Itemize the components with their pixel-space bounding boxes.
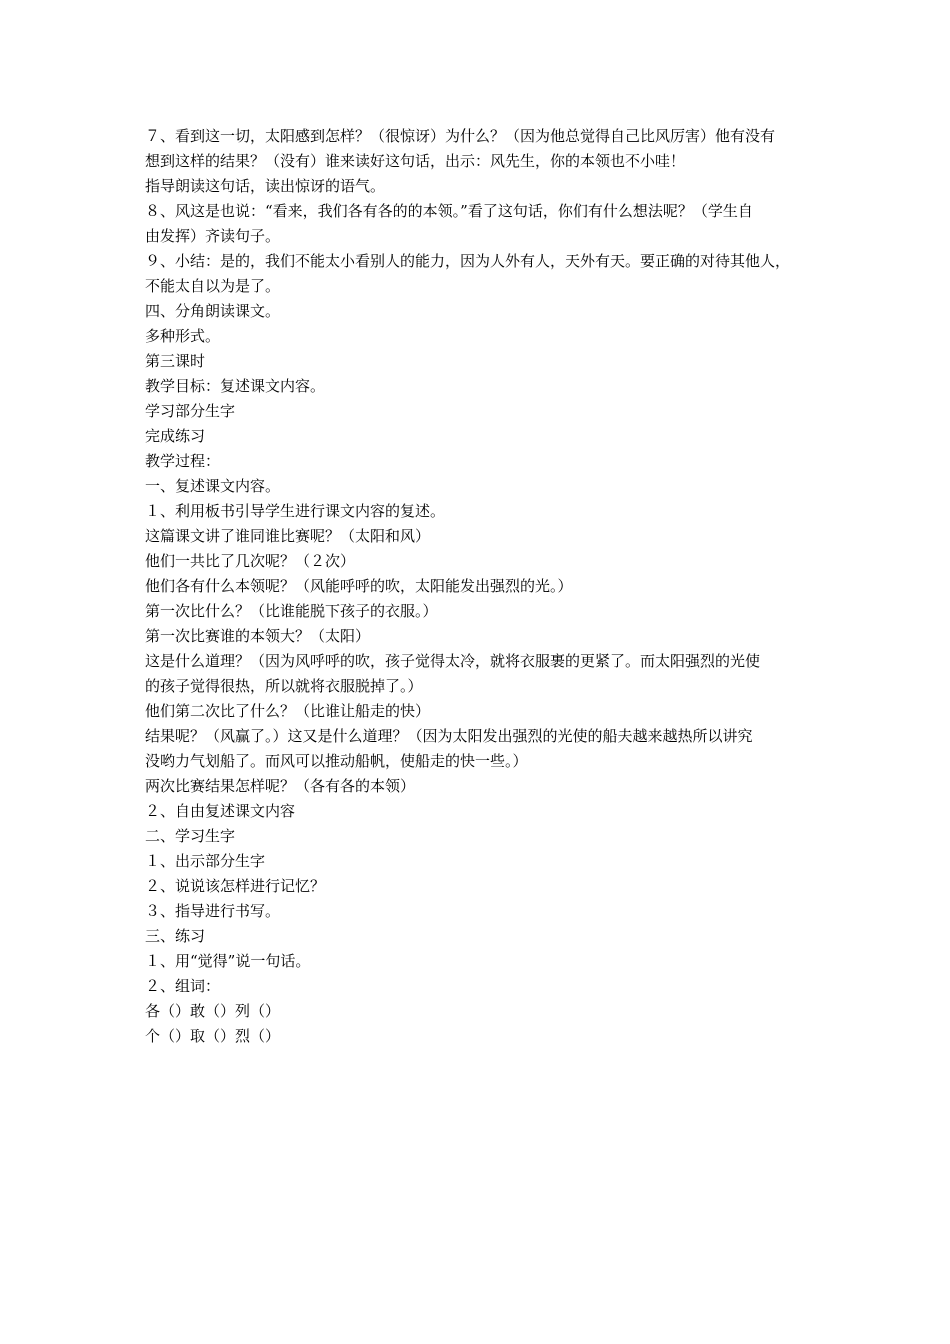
text-line: 多种形式。 [145, 327, 221, 345]
text-line: 他们一共比了几次呢？（２次） [145, 552, 356, 570]
section-heading: 四、分角朗读课文。 [145, 302, 281, 320]
text-line: 没哟力气划船了。而风可以推动船帆，使船走的快一些。） [145, 752, 528, 770]
text-line: ２、自由复述课文内容 [145, 802, 296, 820]
section-heading: 三、练习 [145, 927, 206, 945]
text-line: 第一次比什么？（比谁能脱下孩子的衣服。） [145, 602, 438, 620]
text-line: 的孩子觉得很热，所以就将衣服脱掉了。） [145, 677, 423, 695]
word-exercise-line: 个（）取（）烈（） [145, 1027, 281, 1045]
text-line: 教学过程： [145, 452, 221, 470]
text-line: １、出示部分生字 [145, 852, 266, 870]
document-body [145, 124, 817, 1049]
text-line: 由发挥）齐读句子。 [145, 227, 281, 245]
section-heading: 二、学习生字 [145, 827, 236, 845]
text-line: 学习部分生字 [145, 402, 236, 420]
text-line: 两次比赛结果怎样呢？（各有各的本领） [145, 777, 416, 795]
text-line: 完成练习 [145, 427, 206, 445]
text-line: 这是什么道理？（因为风呼呼的吹，孩子觉得太冷，就将衣服裹的更紧了。而太阳强烈的光使 [145, 652, 761, 670]
text-line: ７、看到这一切，太阳感到怎样？（很惊讶）为什么？（因为他总觉得自己比风厉害）他有没有 [145, 127, 776, 145]
text-line: 这篇课文讲了谁同谁比赛呢？（太阳和风） [145, 527, 431, 545]
text-line: 他们各有什么本领呢？（风能呼呼的吹，太阳能发出强烈的光。） [145, 577, 573, 595]
word-exercise-line: 各（）敢（）列（） [145, 1002, 281, 1020]
text-line: 不能太自以为是了。 [145, 277, 281, 295]
text-line: ２、说说该怎样进行记忆？ [145, 877, 326, 895]
text-line: １、用“觉得”说一句话。 [145, 952, 311, 970]
text-line: ８、风这是也说：“看来，我们各有各的的本领。”看了这句话，你们有什么想法呢？（学生自 [145, 202, 753, 220]
text-line: １、利用板书引导学生进行课文内容的复述。 [145, 502, 446, 520]
section-heading: 一、复述课文内容。 [145, 477, 281, 495]
text-line: 指导朗读这句话，读出惊讶的语气。 [145, 177, 386, 195]
lesson-heading: 第三课时 [145, 352, 206, 370]
text-line: ９、小结：是的，我们不能太小看别人的能力，因为人外有人，天外有天。要正确的对待其他人， [145, 252, 791, 270]
text-line: 教学目标：复述课文内容。 [145, 377, 326, 395]
text-line: 想到这样的结果？（没有）谁来读好这句话，出示：风先生，你的本领也不小哇！ [145, 152, 686, 170]
text-line: 第一次比赛谁的本领大？（太阳） [145, 627, 371, 645]
text-line: 他们第二次比了什么？（比谁让船走的快） [145, 702, 431, 720]
text-line: ３、指导进行书写。 [145, 902, 281, 920]
text-line: ２、组词： [145, 977, 221, 995]
text-line: 结果呢？（风赢了。）这又是什么道理？（因为太阳发出强烈的光使的船夫越来越热所以讲究 [145, 727, 753, 745]
